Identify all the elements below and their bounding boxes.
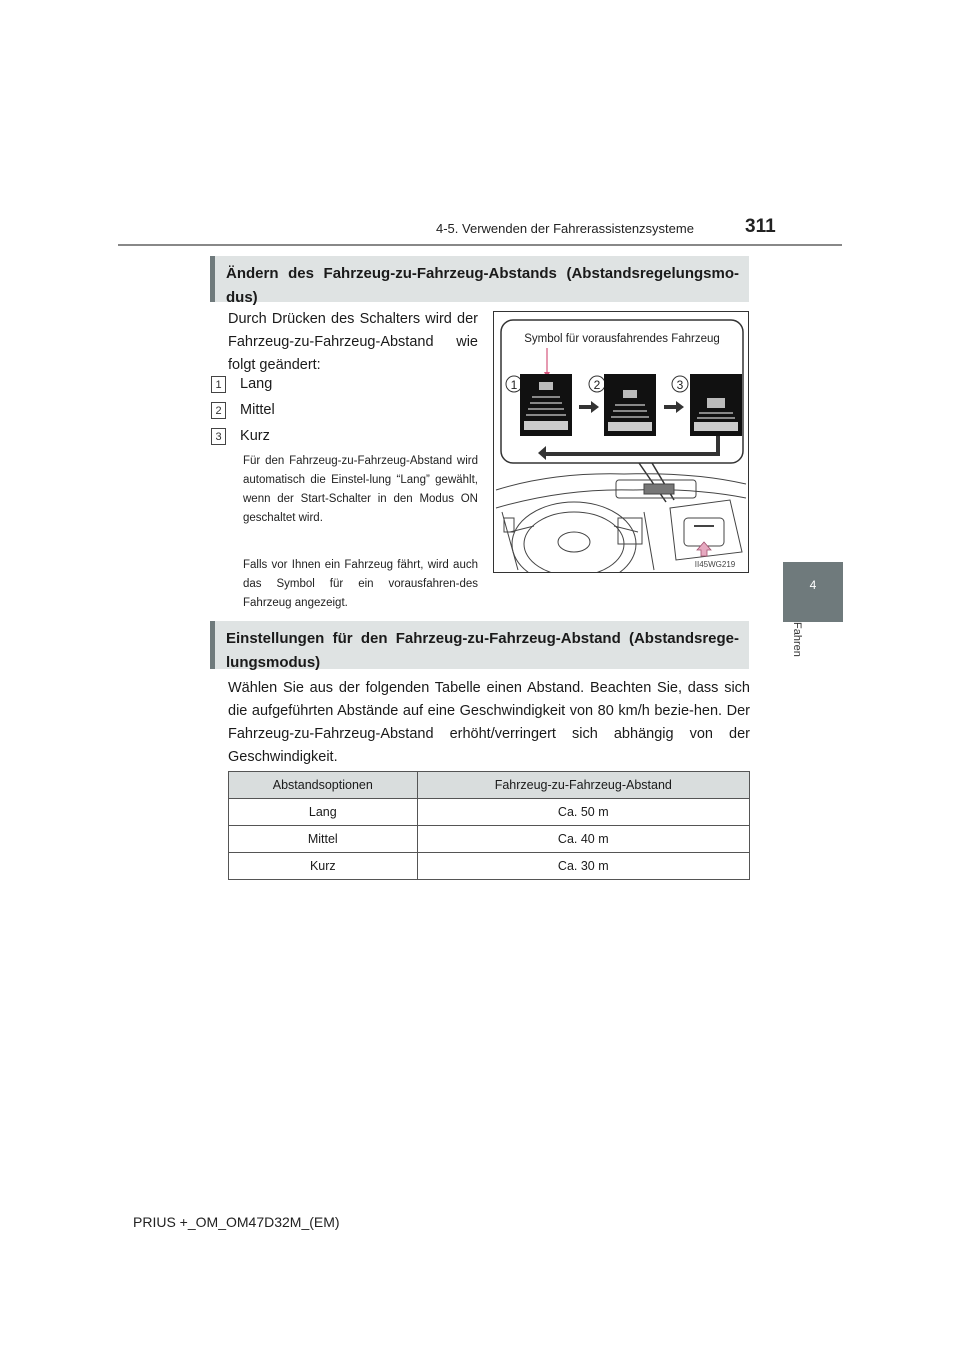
chapter-tab-label: Fahren: [791, 622, 803, 657]
page-number: 311: [745, 216, 776, 237]
figure-code: II45WG219: [694, 560, 736, 569]
table-cell: Mittel: [229, 826, 418, 853]
marker-label: 1: [510, 378, 518, 392]
note-preceding-vehicle: Falls vor Ihnen ein Fahrzeug fährt, wird auch das Symbol für ein vorausfahren-des Fahrzeug angezeigt.: [243, 559, 478, 609]
header-divider: [118, 244, 842, 246]
section2-body: Wählen Sie aus der folgenden Tabelle einen Abstand. Beachten Sie, dass sich die aufgeführten Abstände auf eine Geschwindigkeit von 80 km/h bezie-hen. Der Fahrzeug-zu-Fahrzeug-Abstand erhöht/verringert sich abhängig von der Geschwindigkeit.: [228, 680, 750, 765]
table-header-cell: Fahrzeug-zu-Fahrzeug-Abstand: [417, 772, 749, 799]
figure-drawing: [494, 312, 748, 572]
list-item: [211, 376, 272, 393]
table-header-row: [229, 772, 750, 799]
footer-doc-id: PRIUS +_OM_OM47D32M_(EM): [133, 1214, 340, 1230]
dashboard-illustration: [496, 474, 746, 572]
list-item-label: Lang: [240, 376, 273, 392]
table-row: [229, 853, 750, 880]
list-item-number: 3: [211, 428, 226, 445]
table-row: [229, 826, 750, 853]
table-cell: Ca. 40 m: [417, 826, 749, 853]
distance-table: [228, 771, 750, 880]
list-item-label: Mittel: [240, 402, 275, 418]
table-header-cell: Abstandsoptionen: [229, 772, 418, 799]
display-panel-medium: [604, 374, 656, 436]
note-default-setting: Für den Fahrzeug-zu-Fahrzeug-Abstand wird automatisch die Einstel-lung “Lang” gewählt, wenn der Start-Schalter in den Modus ON geschaltet wird.: [243, 455, 478, 524]
figure-distance-illustration: [493, 311, 749, 573]
display-panel-long: [520, 374, 572, 436]
table-cell: Kurz: [229, 853, 418, 880]
section-heading-distance-change: Ändern des Fahrzeug-zu-Fahrzeug-Abstands (Abstandsregelungsmo-dus): [210, 256, 749, 302]
table-row: [229, 799, 750, 826]
table-cell: Ca. 30 m: [417, 853, 749, 880]
list-item-number: 1: [211, 376, 226, 393]
list-item-number: 2: [211, 402, 226, 419]
chapter-tab-number: 4: [809, 578, 817, 592]
callout-label: Symbol für vorausfahrendes Fahrzeug: [524, 333, 720, 345]
marker-label: 3: [676, 378, 684, 392]
chapter-tab-label-wrap: [789, 622, 805, 672]
marker-label: 2: [593, 378, 601, 392]
list-item: [211, 402, 275, 419]
chapter-tab: [783, 562, 843, 622]
header-section-title: 4-5. Verwenden der Fahrerassistenzsysteme: [436, 221, 694, 236]
section1-intro: Durch Drücken des Schalters wird der Fahrzeug-zu-Fahrzeug-Abstand wie folgt geändert:: [228, 311, 478, 373]
table-cell: Ca. 50 m: [417, 799, 749, 826]
table-cell: Lang: [229, 799, 418, 826]
list-item-label: Kurz: [240, 428, 270, 444]
callout-pointer: [639, 463, 666, 502]
display-panel-short: [690, 374, 742, 436]
list-item: [211, 428, 270, 445]
section-heading-distance-settings: Einstellungen für den Fahrzeug-zu-Fahrzeug-Abstand (Abstandsrege-lungsmodus): [210, 621, 749, 669]
